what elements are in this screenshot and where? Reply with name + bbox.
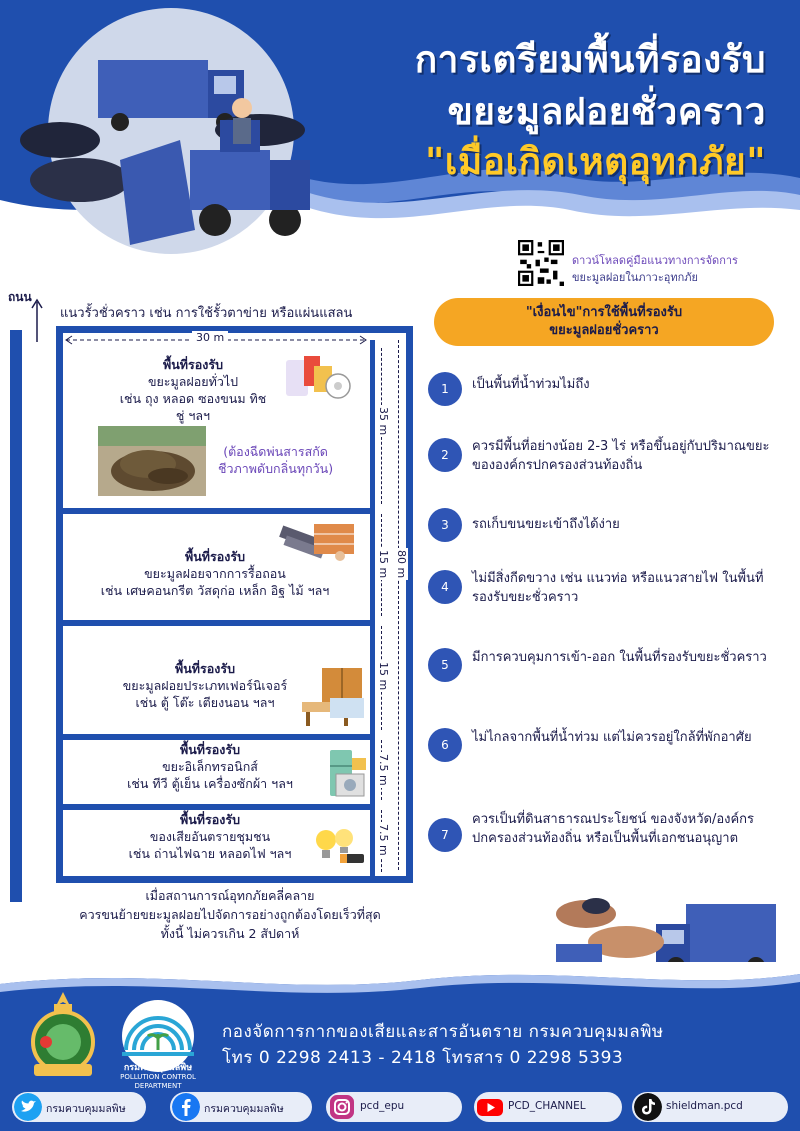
divider-tick [56,726,62,748]
total-length-dash [398,340,399,870]
road-label: ถนน [8,290,32,304]
condition-number: 7 [428,818,462,852]
zone-title: พื้นที่รองรับ [163,357,223,372]
title-line-2: ขยะมูลฝอยชั่วคราว [447,90,766,133]
condition-number: 3 [428,508,462,542]
tiktok-label: shieldman.pcd [666,1100,743,1112]
conditions-heading-line-1: "เงื่อนไข"การใช้พื้นที่รองรับ [525,305,683,320]
aftermath-line-1: เมื่อสถานการณ์อุทกภัยคลี่คลาย [145,888,315,903]
instagram-label: pcd_epu [360,1100,405,1112]
qr-code-icon[interactable] [518,240,564,286]
zone-furniture-waste [80,660,330,711]
condition-text: เป็นพื้นที่น้ำท่วมไม่ถึง [472,377,590,392]
aftermath-note [40,886,420,943]
divider-tick [56,500,62,522]
aftermath-line-3: ทั้งนี้ ไม่ควรเกิน 2 สัปดาห์ [160,926,300,941]
deodorize-note-line-2: ชีวภาพดับกลิ่นทุกวัน) [218,461,334,476]
zone3-length-label: 15 m [377,662,390,691]
zone-examples: เช่น ทีวี ตู้เย็น เครื่องซักผ้า ฯลฯ [127,776,293,791]
zone-title: พื้นที่รองรับ [180,742,240,757]
condition-text: ควรเป็นที่ดินสาธารณประโยชน์ ของจังหวัด/องค์กรปกครองส่วนท้องถิ่น หรือเป็นพื้นที่เอกชนอนุญาต [472,812,755,846]
condition-text: มีการควบคุมการเข้า-ออก ในพื้นที่รองรับขยะชั่วคราว [472,650,767,665]
battery-lightbulb-icon [314,826,368,866]
pcd-name-en: POLLUTION CONTROL DEPARTMENT [120,1073,196,1090]
aftermath-line-2: ควรขนย้ายขยะมูลฝอยไปจัดการอย่างถูกต้องโดยเร็วที่สุด [79,907,381,922]
zone-demolition-waste [70,548,360,599]
zone-title: พื้นที่รองรับ [175,661,235,676]
title-line-1: การเตรียมพื้นที่รองรับ [414,38,766,81]
twitter-icon [14,1093,42,1121]
zone-divider-4 [56,804,374,810]
fence-bottom [56,876,413,883]
zone-examples: เช่น ตู้ โต๊ะ เตียงนอน ฯลฯ [135,695,275,710]
furniture-icon [300,664,366,730]
pcd-logo-caption [108,1064,208,1091]
fence-right [406,326,413,882]
conditions-heading-line-2: ขยะมูลฝอยชั่วคราว [549,323,659,338]
general-waste-icon [284,352,354,402]
zone-type: ของเสียอันตรายชุมชน [149,829,271,844]
facebook-label: กรมควบคุมมลพิษ [204,1103,284,1115]
zone-examples: เช่น เศษคอนกรีต วัสดุก่อ เหล็ก อิฐ ไม้ ฯลฯ [100,583,330,598]
condition-text: ไม่ไกลจากพื้นที่น้ำท่วม แต่ไม่ควรอยู่ใกล้ที่พักอาศัย [472,730,752,745]
zone-examples: เช่น ถ่านไฟฉาย หลอดไฟ ฯลฯ [128,846,292,861]
department-name: กองจัดการกากของเสียและสารอันตราย กรมควบคุมมลพิษ [222,1022,664,1042]
condition-number: 4 [428,570,462,604]
deodorize-note [218,443,333,477]
tiktok-icon [634,1093,662,1121]
contact-phone: โทร 0 2298 2413 - 2418 โทรสาร 0 2298 5393 [222,1048,624,1068]
condition-number: 1 [428,372,462,406]
zone-divider-1 [56,508,374,514]
qr-caption [572,252,738,286]
zone2-length-label: 15 m [377,550,390,579]
facebook-icon [172,1093,200,1121]
fence-label: แนวรั้วชั่วคราว เช่น การใช้รั้วตาข่าย หรือแผ่นแสลน [60,306,353,321]
total-length-label: 80 m [395,550,408,579]
youtube-label: PCD_CHANNEL [508,1100,586,1112]
zone4-length-label: 7.5 m [377,754,390,786]
zone5-length-label: 7.5 m [377,824,390,856]
forklift-truck-illustration [20,60,320,250]
zone-hazardous-waste [100,811,320,862]
condition-number: 2 [428,438,462,472]
divider-tick [56,796,62,818]
road-bar [10,330,22,902]
zone-type: ขยะมูลฝอยประเภทเฟอร์นิเจอร์ [122,678,288,693]
zone-inner-boundary [370,340,375,876]
zone1-length-label: 35 m [377,407,390,436]
youtube-icon [476,1093,504,1121]
instagram-icon [328,1093,356,1121]
facebook-link[interactable] [170,1092,312,1122]
zone-examples: เช่น ถุง หลอด ซองขนม ทิชชู่ ฯลฯ [119,391,267,423]
zone-general-waste [118,356,268,424]
fence-top [56,326,412,333]
electronics-icon [326,748,368,800]
divider-tick [56,612,62,634]
twitter-label: กรมควบคุมมลพิษ [46,1103,126,1115]
ministry-emblem-icon [24,990,102,1082]
header-banner [0,0,800,262]
title-line-3: "เมื่อเกิดเหตุอุทกภัย" [424,140,766,183]
zone-type: ขยะมูลฝอยจากการรื้อถอน [144,566,286,581]
twitter-link[interactable] [12,1092,146,1122]
zone-divider-3 [56,734,374,740]
conditions-heading [434,298,774,346]
zone-type: ขยะอิเล็กทรอนิกส์ [162,759,258,774]
zone-title: พื้นที่รองรับ [185,549,245,564]
zone-type: ขยะมูลฝอยทั่วไป [147,374,239,389]
condition-text: รถเก็บขนขยะเข้าถึงได้ง่าย [472,517,620,532]
condition-text: ไม่มีสิ่งกีดขวาง เช่น แนวท่อ หรือแนวสายไฟ ในพื้นที่รองรับขยะชั่วคราว [472,571,764,605]
tiktok-link[interactable] [632,1092,788,1122]
deodorize-note-line-1: (ต้องฉีดพ่นสารสกัด [223,444,328,459]
condition-text: ควรมีพื้นที่อย่างน้อย 2-3 ไร่ หรือขึ้นอยู่กับปริมาณขยะขององค์กรปกครองส่วนท้องถิ่น [472,439,770,473]
condition-number: 6 [428,728,462,762]
youtube-link[interactable] [474,1092,622,1122]
zone-electronic-waste [100,741,320,792]
zone-divider-2 [56,620,374,626]
zone-title: พื้นที่รองรับ [180,812,240,827]
qr-caption-line-2: ขยะมูลฝอยในภาวะอุทกภัย [572,271,698,284]
up-arrow-icon [31,298,43,342]
width-label: 30 m [192,331,228,344]
qr-caption-line-1: ดาวน์โหลดคู่มือแนวทางการจัดการ [572,254,738,267]
condition-number: 5 [428,648,462,682]
pcd-name-th: กรมควบคุมมลพิษ [123,1063,193,1073]
general-waste-pile-photo [98,426,206,496]
instagram-link[interactable] [326,1092,462,1122]
